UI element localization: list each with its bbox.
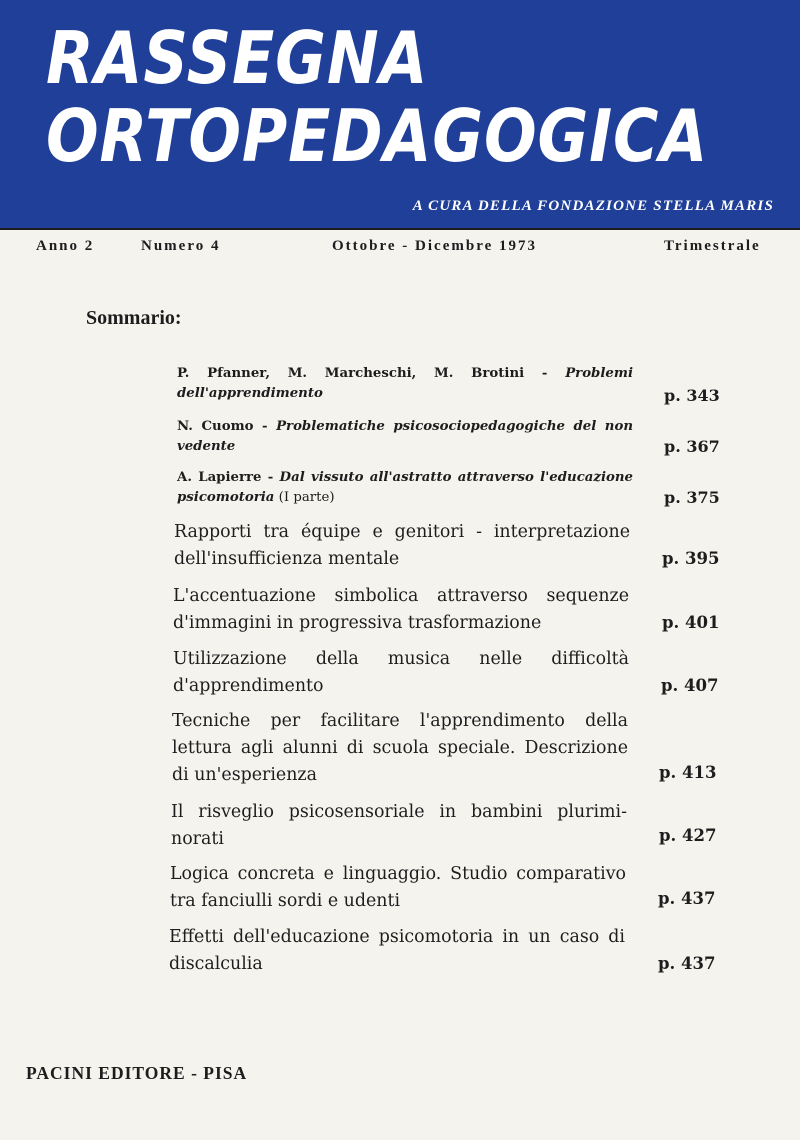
toc-entry-page: p. 375 [664, 488, 720, 507]
toc-entry-title: Problemi dell'apprendimento [177, 366, 633, 401]
toc-entry-page: p. 401 [662, 613, 720, 632]
summary-heading: Sommario: [86, 307, 182, 329]
toc-entry-title: Rapporti tra équipe e genitori - interpretazione dell'insufficienza mentale [174, 522, 630, 569]
toc-entry-page: p. 367 [664, 437, 720, 456]
toc-entry-page: p. 413 [659, 763, 717, 782]
issue-number: Numero 4 [141, 238, 221, 254]
toc-entry-title: Il risveglio psicosensoriale in bambini pluriminorati [171, 802, 627, 849]
toc-entry-title: Logica concreta e linguaggio. Studio comparativo tra fanciulli sordi e udenti [170, 864, 626, 911]
toc-entry-text [177, 417, 633, 457]
toc-entry-title: Tecniche per facilitare l'apprendimento della lettura agli alunni di scuola speciale. Descrizione di un'esperienza [172, 711, 628, 785]
toc-entry-page: p. 437 [658, 889, 716, 908]
toc-entry-authors: P. Pfanner, M. Marcheschi, M. Brotini - [177, 366, 566, 381]
toc-entry-text [177, 468, 633, 508]
journal-subtitle: A CURA DELLA FONDAZIONE STELLA MARIS [412, 198, 774, 214]
toc-entry-title: Effetti dell'educazione psicomotoria in un caso di discalculia [169, 927, 625, 974]
toc-entry-text [177, 364, 633, 404]
toc-entry-page: p. 395 [662, 549, 720, 568]
issue-year: Anno 2 [36, 238, 95, 254]
toc-entry-extra: (I parte) [274, 490, 335, 505]
toc-entry-page: p. 427 [659, 826, 717, 845]
toc-entry-title: Utilizzazione della musica nelle difficoltà d'apprendimento [173, 649, 629, 696]
issue-date: Ottobre - Dicembre 1973 [332, 238, 537, 254]
journal-title-line-2: ORTOPEDAGOGICA [46, 94, 709, 178]
toc-entry-title: Problematiche psicosociopedagogiche del non vedente [177, 419, 633, 454]
journal-title-line-1: RASSEGNA [46, 16, 429, 100]
toc-entry-authors: A. Lapierre - [177, 470, 280, 485]
toc-entry-page: p. 407 [661, 676, 719, 695]
issue-frequency: Trimestrale [664, 238, 761, 254]
publisher: PACINI EDITORE - PISA [26, 1063, 248, 1083]
toc-entry-authors: N. Cuomo - [177, 419, 277, 434]
toc-entry-title: Dal vissuto all'astratto attraverso l'educazione psicomotoria [177, 470, 634, 505]
toc-entry-page: p. 437 [658, 954, 716, 973]
toc-entry-title: L'accentuazione simbolica attraverso sequenze d'immagini in progressiva trasformazione [173, 586, 629, 633]
toc-entry-page: p. 343 [664, 386, 720, 405]
